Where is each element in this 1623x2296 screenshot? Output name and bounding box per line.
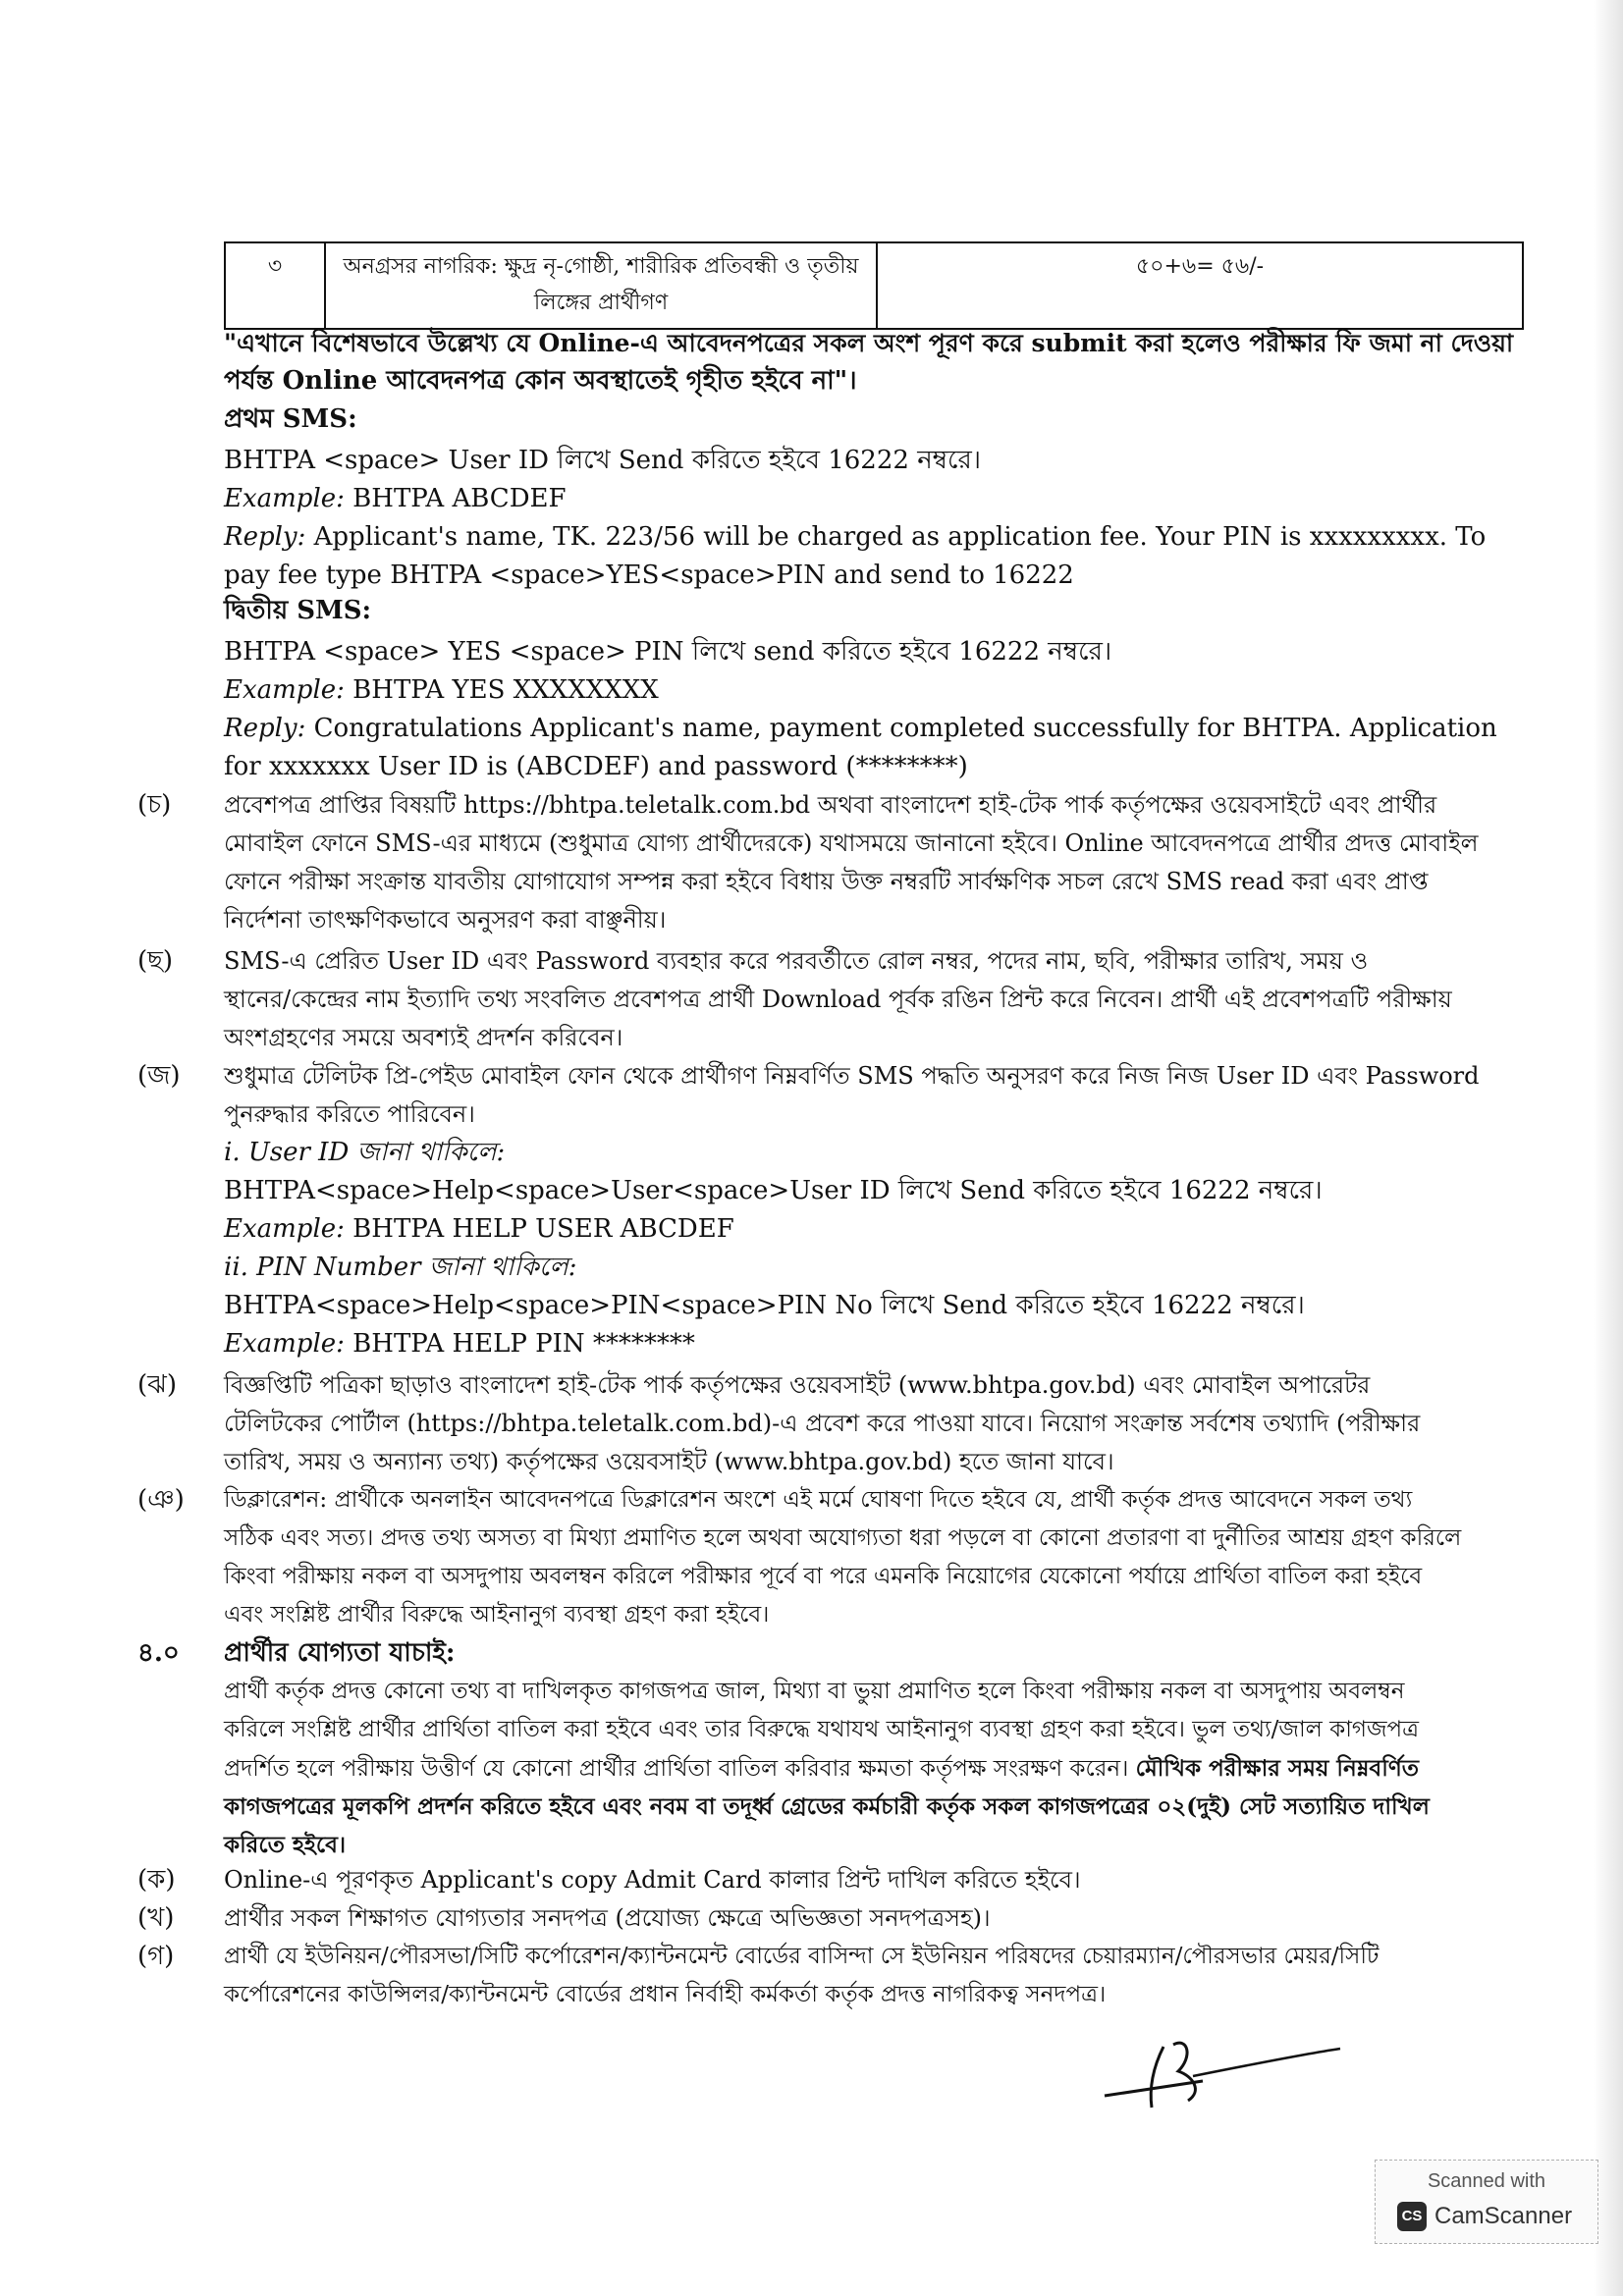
doc-ga-line-2: কর্পোরেশনের কাউন্সিলর/ক্যান্টনমেন্ট বোর্ডের প্রধান নির্বাহী কর্মকর্তা কর্তৃক প্রদত্ত নাগরিকত্ব সনদপত্র। [224,1982,1107,2007]
sub-i-label: i. User ID জানা থাকিলে: [224,1138,506,1167]
example-label: Example: [224,1214,345,1244]
camscanner-badge [1375,2160,1598,2244]
section-4-heading: প্রার্থীর যোগ্যতা যাচাই: [224,1638,456,1668]
example-value: BHTPA ABCDEF [344,484,567,513]
doc-marker-ka: (ক) [137,1865,176,1895]
camscanner-logo-icon: CS [1397,2202,1427,2231]
item-nya-line-4: এবং সংশ্লিষ্ট প্রার্থীর বিরুদ্ধে আইনানুগ ব্যবস্থা গ্রহণ করা হইবে। [224,1602,770,1628]
example-label: Example: [224,1329,345,1359]
doc-ka-text: Online-এ পূরণকৃত Applicant's copy Admit Card কালার প্রিন্ট দাখিল করিতে হইবে। [224,1866,1081,1894]
example-value: BHTPA YES XXXXXXXX [344,675,659,705]
item-chha-line-3: অংশগ্রহণের সময়ে অবশ্যই প্রদর্শন করিবেন। [224,1024,623,1051]
item-marker-chha: (ছ) [137,946,174,976]
section-4-line-3-text: প্রদর্শিত হলে পরীক্ষায় উত্তীর্ণ যে কোনো প্রার্থীর প্রার্থিতা বাতিল করিবার ক্ষমতা কর্তৃপক্ষ সংরক্ষণ করেন। [224,1756,1136,1782]
fee-table [224,241,1524,330]
section-4-line-3-bold: মৌখিক পরীক্ষার সময় নিম্নবর্ণিত [1135,1755,1419,1782]
item-marker-nya: (ঞ) [137,1485,185,1515]
notice-line-1: "এখানে বিশেষভাবে উল্লেখ্য যে Online-এ আবেদনপত্রের সকল অংশ পূরণ করে submit করা হলেও পরীক্ষার ফি জমা না দেওয়া [224,329,1514,357]
sub-i-example [224,1210,1524,1249]
section-4-line-4: কাগজপত্রের মূলকপি প্রদর্শন করিতে হইবে এবং নবম বা তদূর্ধ্ব গ্রেডের কর্মচারী কর্তৃক সকল কাগজপত্রের ০২(দুই) সেট সত্যায়িত দাখিল [224,1793,1430,1820]
second-sms-reply-line-1 [224,710,1524,748]
second-sms-instruction: BHTPA <space> YES <space> PIN লিখে send করিতে হইবে 16222 নম্বরে। [224,637,1112,667]
section-4-line-1: প্রার্থী কর্তৃক প্রদত্ত কোনো তথ্য বা দাখিলকৃত কাগজপত্র জাল, মিথ্যা বা ভুয়া প্রমাণিত হলে কিংবা পরীক্ষায় নকল বা অসদুপায় অবলম্বন [224,1679,1405,1704]
notice-line-2: পর্যন্ত Online আবেদনপত্র কোন অবস্থাতেই গৃহীত হইবে না"। [224,366,857,396]
first-sms-reply-line-2: pay fee type BHTPA <space>YES<space>PIN and send to 16222 [224,561,1074,590]
camscanner-brand: CamScanner [1434,2203,1573,2229]
item-cha-line-3: ফোনে পরীক্ষা সংক্রান্ত যাবতীয় যোগাযোগ সম্পন্ন করা হইবে বিধায় উক্ত নম্বরটি সার্বক্ষণিক সচল রেখে SMS read করা এবং প্রাপ্ত [224,868,1429,895]
reply-text: Applicant's name, TK. 223/56 will be charged as application fee. Your PIN is xxxxxxxxx. To [305,522,1487,552]
second-sms-reply-line-2: for xxxxxxx User ID is (ABCDEF) and password (********) [224,752,968,781]
sub-i-instruction: BHTPA<space>Help<space>User<space>User ID লিখে Send করিতে হইবে 16222 নম্বরে। [224,1176,1323,1205]
doc-ga-line-1: প্রার্থী যে ইউনিয়ন/পৌরসভা/সিটি কর্পোরেশন/ক্যান্টনমেন্ট বোর্ডের বাসিন্দা সে ইউনিয়ন পরিষদের চেয়ারম্যান/পৌরসভার মেয়র/সিটি [224,1944,1380,1969]
item-ja-line-1: শুধুমাত্র টেলিটক প্রি-পেইড মোবাইল ফোন থেকে প্রার্থীগণ নিম্নবর্ণিত SMS পদ্ধতি অনুসরণ করে নিজ নিজ User ID এবং Password [224,1062,1480,1090]
section-4-line-3 [224,1749,1524,1789]
section-4-line-5: করিতে হইবে। [224,1832,347,1858]
item-marker-ja: (জ) [137,1061,181,1091]
table-row [225,242,1523,329]
item-ja-line-2: পুনরুদ্ধার করিতে পারিবেন। [224,1100,475,1128]
first-sms-example [224,480,1524,518]
item-cha-line-2: মোবাইল ফোনে SMS-এর মাধ্যমে (শুধুমাত্র যোগ্য প্রার্থীদেরকে) যথাসময়ে জানানো হইবে। Online আবেদনপত্রে প্রার্থীর প্রদত্ত মোবাইল [224,829,1479,857]
row-amount: ৫০+৬= ৫৬/- [877,242,1523,329]
example-label: Example: [224,675,345,705]
row-category: অনগ্রসর নাগরিক: ক্ষুদ্র নৃ-গোষ্ঠী, শারীরিক প্রতিবন্ধী ও তৃতীয় লিঙ্গের প্রার্থীগণ [325,242,877,329]
scanned-with-caption: Scanned with [1427,2170,1546,2192]
item-nya-line-3: কিংবা পরীক্ষায় নকল বা অসদুপায় অবলম্বন করিলে পরীক্ষার পূর্বে বা পরে এমনকি নিয়োগের যেকোনো পর্যায়ে প্রার্থিতা বাতিল করা হইবে [224,1564,1423,1589]
item-jha-line-3: তারিখ, সময় ও অন্যান্য তথ্য) কর্তৃপক্ষের ওয়েবসাইট (www.bhtpa.gov.bd) হতে জানা যাবে। [224,1448,1114,1475]
section-4-line-2: করিলে সংশ্লিষ্ট প্রার্থীর প্রার্থিতা বাতিল করা হইবে এবং তার বিরুদ্ধে যথাযথ আইনানুগ ব্যবস্থা গ্রহণ করা হইবে। ভুল তথ্য/জাল কাগজপত্র [224,1717,1420,1742]
example-value: BHTPA HELP USER ABCDEF [344,1214,734,1244]
item-marker-cha: (চ) [137,790,172,820]
sub-ii-instruction: BHTPA<space>Help<space>PIN<space>PIN No লিখে Send করিতে হইবে 16222 নম্বরে। [224,1291,1305,1320]
example-value: BHTPA HELP PIN ******** [344,1329,695,1359]
item-marker-jha: (ঝ) [137,1370,177,1400]
row-number: ৩ [225,242,325,329]
signature [1095,2027,1350,2115]
item-nya-line-1: ডিক্লারেশন: প্রার্থীকে অনলাইন আবেদনপত্রে ডিক্লারেশন অংশে এই মর্মে ঘোষণা দিতে হইবে যে, প্রার্থী কর্তৃক প্রদত্ত আবেদনে সকল তথ্য [224,1487,1413,1513]
item-jha-line-1: বিজ্ঞপ্তিটি পত্রিকা ছাড়াও বাংলাদেশ হাই-টেক পার্ক কর্তৃপক্ষের ওয়েবসাইট (www.bhtpa.gov.bd) এবং মোবাইল অপারেটর [224,1371,1371,1399]
page-edge-shadow [1594,0,1623,2296]
item-nya-line-2: সঠিক এবং সত্য। প্রদত্ত তথ্য অসত্য বা মিথ্যা প্রমাণিত হলে অথবা অযোগ্যতা ধরা পড়লে বা কোনো প্রতারণা বা দুর্নীতির আশ্রয় গ্রহণ করিলে [224,1525,1462,1551]
second-sms-example [224,671,1524,710]
first-sms-instruction: BHTPA <space> User ID লিখে Send করিতে হইবে 16222 নম্বরে। [224,446,982,475]
reply-label: Reply: [224,522,306,552]
section-4-number: ৪.০ [137,1638,180,1668]
item-cha-line-4: নির্দেশনা তাৎক্ষণিকভাবে অনুসরণ করা বাঞ্ছনীয়। [224,906,667,934]
first-sms-reply-line-1 [224,518,1524,557]
second-sms-heading: দ্বিতীয় SMS: [224,596,372,625]
doc-marker-ga: (গ) [137,1942,175,1971]
doc-marker-kha: (খ) [137,1903,175,1933]
item-chha-line-2: স্থানের/কেন্দ্রের নাম ইত্যাদি তথ্য সংবলিত প্রবেশপত্র প্রার্থী Download পূর্বক রঙিন প্রিন্ট করে নিবেন। প্রার্থী এই প্রবেশপত্রটি পরীক্ষায় [224,986,1452,1013]
sub-ii-example [224,1325,1524,1363]
first-sms-heading: প্রথম SMS: [224,404,357,434]
sub-ii-label: ii. PIN Number জানা থাকিলে: [224,1253,577,1282]
example-label: Example: [224,484,345,513]
item-chha-line-1: SMS-এ প্রেরিত User ID এবং Password ব্যবহার করে পরবর্তীতে রোল নম্বর, পদের নাম, ছবি, পরীক্ষার তারিখ, সময় ও [224,947,1369,975]
item-jha-line-2: টেলিটকের পোর্টাল (https://bhtpa.teletalk.com.bd)-এ প্রবেশ করে পাওয়া যাবে। নিয়োগ সংক্রান্ত সর্বশেষ তথ্যাদি (পরীক্ষার [224,1410,1421,1437]
doc-kha-text: প্রার্থীর সকল শিক্ষাগত যোগ্যতার সনদপত্র (প্রযোজ্য ক্ষেত্রে অভিজ্ঞতা সনদপত্রসহ)। [224,1904,991,1932]
reply-text: Congratulations Applicant's name, payment completed successfully for BHTPA. Application [305,714,1497,743]
item-cha-line-1: প্রবেশপত্র প্রাপ্তির বিষয়টি https://bhtpa.teletalk.com.bd অথবা বাংলাদেশ হাই-টেক পার্ক কর্তৃপক্ষের ওয়েবসাইটে এবং প্রার্থীর [224,791,1437,819]
reply-label: Reply: [224,714,306,743]
